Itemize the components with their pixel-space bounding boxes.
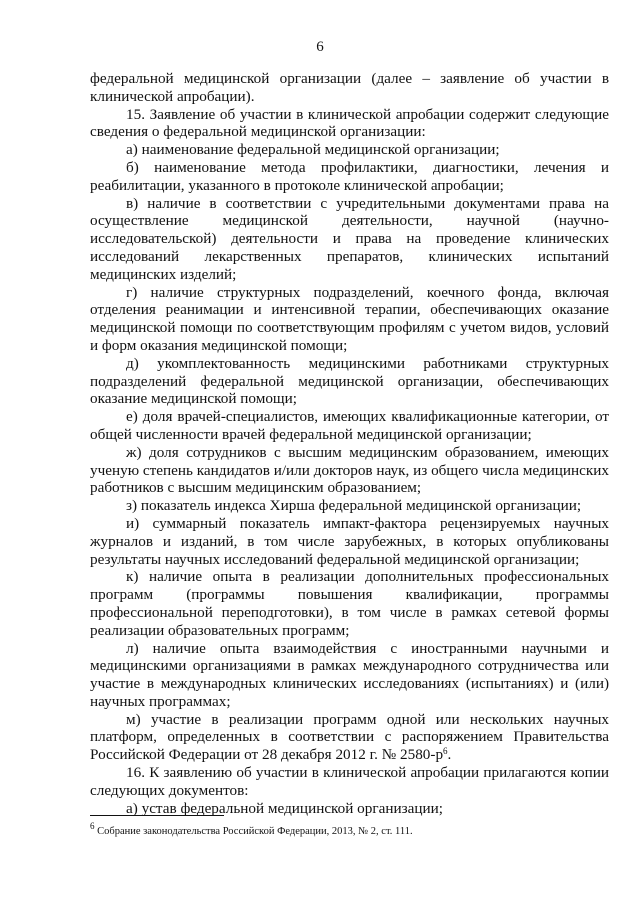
paragraph-text: к) наличие опыта в реализации дополнительных профессиональных программ (программы повышения квалификации, программы профессиональной переподготовки), в том числе в рамках сетевой формы реализации образовательных программ; <box>90 568 609 639</box>
paragraph-text: федеральной медицинской организации (далее – заявление об участии в клинической апробации). <box>90 70 609 105</box>
list-item-a <box>90 141 609 159</box>
list-item-zh <box>90 444 609 497</box>
list-item-b <box>90 159 609 195</box>
paragraph-text: е) доля врачей-специалистов, имеющих квалификационные категории, от общей численности врачей федеральной медицинской организации; <box>90 408 609 443</box>
paragraph-text: в) наличие в соответствии с учредительными документами права на осуществление медицинской деятельности, научной (научно-исследовательской) деятельности и права на проведение клинических исследований лекарственных препаратов, клинических испытаний медицинских изделий; <box>90 194 609 283</box>
paragraph-1 <box>90 70 609 106</box>
paragraph-text: м) участие в реализации программ одной или нескольких научных платформ, определенных в соответствии с распоряжением Правительства Российской Федерации от 28 декабря 2012 г. № 2580-р <box>90 710 609 764</box>
paragraph-16 <box>90 764 609 800</box>
list-item-i <box>90 515 609 568</box>
paragraph-text: л) наличие опыта взаимодействия с иностранными научными и медицинскими организациями в рамках международного сотрудничества или участие в международных клинических исследованиях (испытаниях) и (или) научных программах; <box>90 639 609 710</box>
list-item-e <box>90 408 609 444</box>
paragraph-text: а) устав федеральной медицинской организации; <box>126 799 443 817</box>
body-text <box>90 70 609 817</box>
paragraph-text: г) наличие структурных подразделений, коечного фонда, включая отделения реанимации и интенсивной терапии, обеспечивающих оказание медицинской помощи по соответствующим профилям с учетом видов, условий и форм оказания медицинской помощи; <box>90 283 609 354</box>
page-number: 6 <box>316 39 324 55</box>
paragraph-text: ж) доля сотрудников с высшим медицинским образованием, имеющих ученую степень кандидатов и/или докторов наук, из общего числа медицинских работников с высшим медицинским образованием; <box>90 443 609 497</box>
paragraph-text: з) показатель индекса Хирша федеральной медицинской организации; <box>126 497 582 515</box>
paragraph-text: а) наименование федеральной медицинской организации; <box>126 141 500 159</box>
paragraph-15 <box>90 106 609 142</box>
footnote-reference[interactable]: 6 <box>443 746 448 757</box>
list-item-l <box>90 640 609 711</box>
paragraph-suffix: . <box>447 746 452 764</box>
footnote-separator <box>90 815 224 816</box>
paragraph-text: и) суммарный показатель импакт-фактора рецензируемых научных журналов и изданий, в том числе зарубежных, в которых опубликованы результаты научных исследований федеральной медицинской организации; <box>90 514 609 568</box>
footnote <box>90 821 609 838</box>
paragraph-text: д) укомплектованность медицинскими работниками структурных подразделений федеральной медицинской организации, обеспечивающих оказание медицинской помощи; <box>90 354 609 408</box>
paragraph-text: б) наименование метода профилактики, диагностики, лечения и реабилитации, указанного в протоколе клинической апробации; <box>90 158 609 194</box>
footnote-text: Собрание законодательства Российской Федерации, 2013, № 2, ст. 111. <box>94 826 413 837</box>
list-item-v <box>90 195 609 284</box>
list-item-k <box>90 568 609 639</box>
paragraph-text: 16. К заявлению об участии в клинической апробации прилагаются копии следующих документов: <box>90 764 609 799</box>
list-item-d <box>90 355 609 408</box>
paragraph-text: 15. Заявление об участии в клинической апробации содержит следующие сведения о федеральной медицинской организации: <box>90 105 609 141</box>
list-item-m <box>90 711 609 764</box>
footnote-marker: 6 <box>90 821 95 831</box>
list-item-z <box>90 497 609 515</box>
list-item-g <box>90 284 609 355</box>
